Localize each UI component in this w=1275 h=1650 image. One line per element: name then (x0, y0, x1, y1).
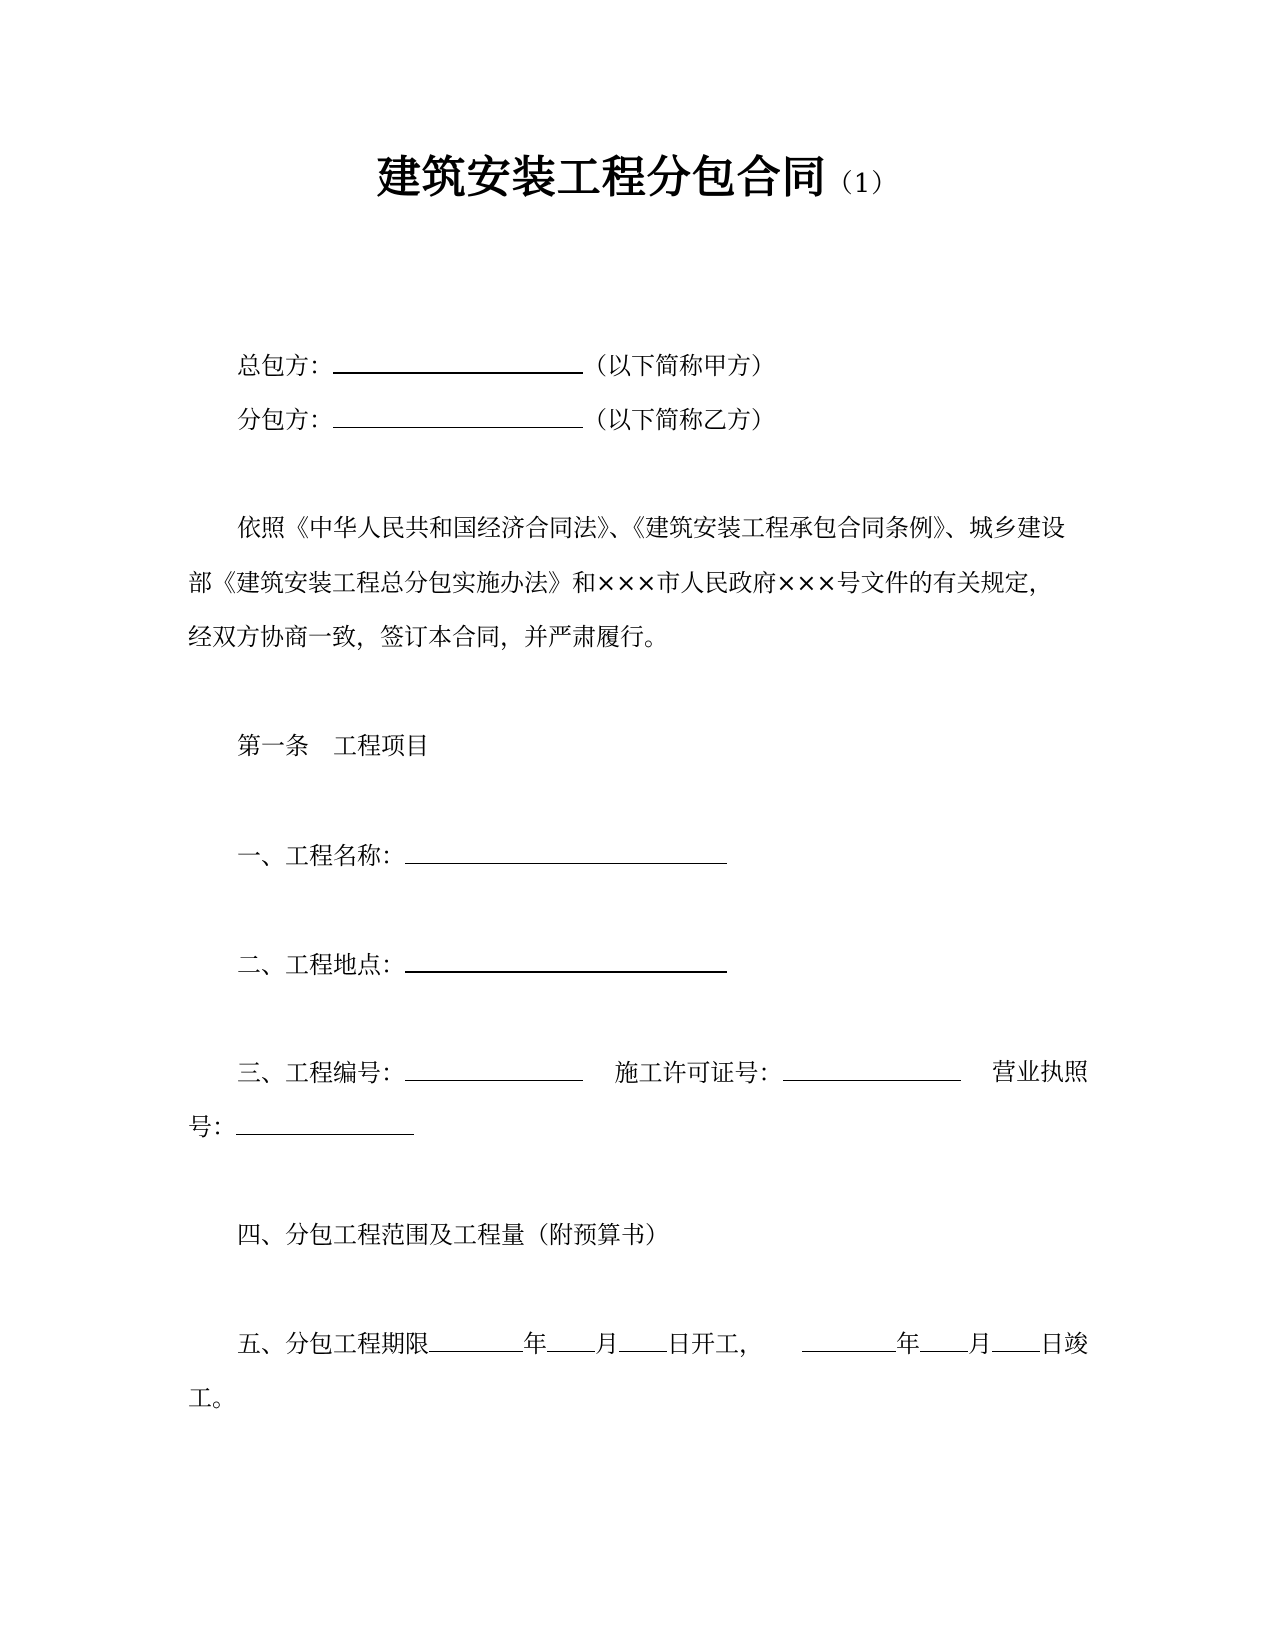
preamble-line-1: 依照《中华人民共和国经济合同法》、《建筑安装工程承包合同条例》、城乡建设 (237, 514, 1065, 542)
period-end-group (802, 1325, 1088, 1362)
end-month-unit: 月 (968, 1330, 992, 1358)
start-day-blank[interactable] (619, 1325, 667, 1352)
period-start-group (237, 1325, 763, 1362)
end-year-unit: 年 (896, 1330, 920, 1358)
period-line (237, 1325, 1088, 1362)
project-number-blank[interactable] (405, 1054, 583, 1081)
project-name-line (237, 837, 1137, 874)
period-line-end: 工。 (188, 1384, 236, 1412)
subcontractor-line (237, 401, 1137, 438)
project-number-group (237, 1054, 583, 1091)
start-year-unit: 年 (523, 1330, 547, 1358)
general-contractor-line (237, 346, 1137, 384)
general-contractor-blank[interactable] (333, 346, 583, 374)
license-blank[interactable] (236, 1108, 414, 1135)
license-line (188, 1108, 1088, 1145)
general-contractor-label: 总包方： (237, 352, 333, 380)
project-number-line (237, 1054, 1088, 1091)
permit-blank[interactable] (783, 1054, 961, 1081)
end-day-text: 日竣 (1040, 1330, 1088, 1358)
project-location-blank[interactable] (405, 945, 727, 973)
end-month-blank[interactable] (920, 1325, 968, 1352)
scope-line: 四、分包工程范围及工程量（附预算书） (237, 1221, 669, 1249)
preamble-line-2: 部《建筑安装工程总分包实施办法》和×××市人民政府×××号文件的有关规定， (188, 569, 1053, 597)
project-name-blank[interactable] (405, 837, 727, 864)
permit-label: 施工许可证号： (614, 1059, 783, 1087)
general-contractor-note: （以下简称甲方） (583, 352, 775, 380)
title-suffix: （1） (826, 169, 899, 199)
document-title (0, 148, 1275, 214)
period-label: 五、分包工程期限 (237, 1330, 429, 1358)
article1-heading: 第一条 工程项目 (237, 732, 429, 760)
permit-group (615, 1054, 961, 1091)
title-main: 建筑安装工程分包合同 (376, 152, 827, 203)
subcontractor-label: 分包方： (237, 406, 333, 434)
start-year-blank[interactable] (429, 1325, 523, 1352)
license-label-a: 营业执照 (992, 1058, 1088, 1086)
start-month-blank[interactable] (547, 1325, 595, 1352)
license-label-b: 号： (188, 1113, 236, 1141)
project-name-label: 一、工程名称： (237, 842, 405, 870)
project-location-line (237, 945, 1137, 983)
project-location-label: 二、工程地点： (237, 951, 405, 979)
end-day-blank[interactable] (992, 1325, 1040, 1352)
subcontractor-note: （以下简称乙方） (583, 406, 775, 434)
start-month-unit: 月 (595, 1330, 619, 1358)
start-day-text: 日开工， (667, 1330, 763, 1358)
subcontractor-blank[interactable] (333, 401, 583, 428)
project-number-label: 三、工程编号： (237, 1059, 405, 1087)
end-year-blank[interactable] (802, 1325, 896, 1352)
preamble-line-3: 经双方协商一致，签订本合同，并严肃履行。 (188, 623, 668, 651)
